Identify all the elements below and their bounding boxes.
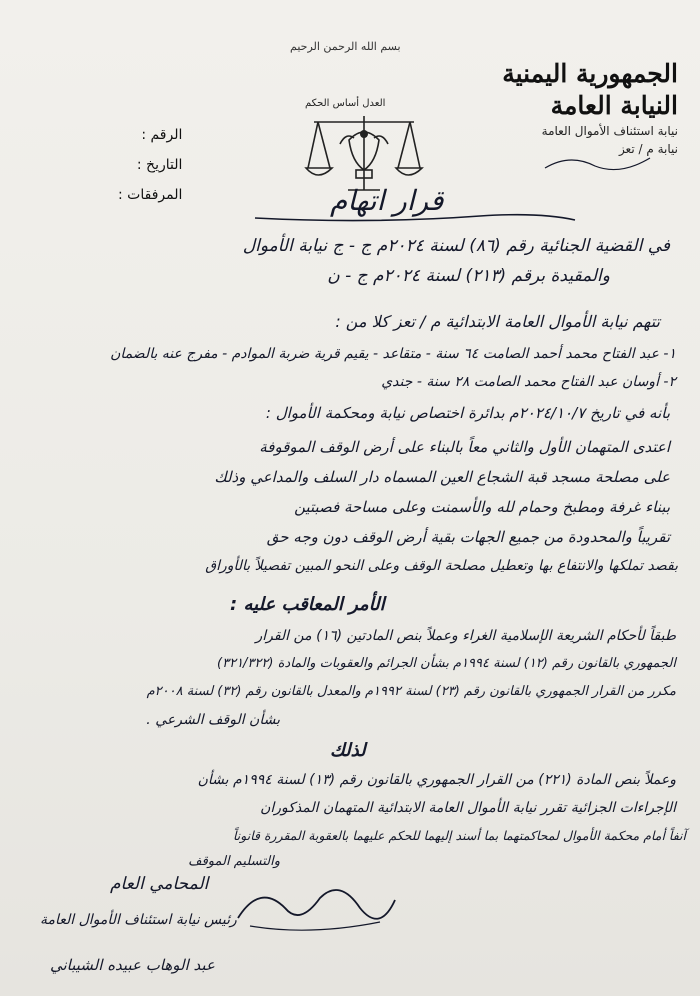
field-attachments: المرفقات : bbox=[118, 187, 183, 203]
penalty-line-3: مكرر من القرار الجمهوري بالقانون رقم (٢٣) لسنة ١٩٩٢م والمعدل بالقانون رقم (٣٢) لسنة ٢٠٠٨م bbox=[146, 684, 676, 699]
form-fields bbox=[118, 120, 182, 210]
body-line-1: اعتدى المتهمان الأول والثاني معاً بالبناء على أرض الوقف الموقوفة bbox=[259, 438, 670, 456]
sub-office-2: نيابة م / تعز bbox=[618, 142, 678, 156]
body-line-4: تقريباً والمحدودة من جميع الجهات بقية أرض الوقف دون وجه حق bbox=[266, 528, 670, 546]
signature-role: رئيس نيابة استئناف الأموال العامة bbox=[40, 912, 237, 928]
therefore-line-2: الإجراءات الجزائية تقرر نيابة الأموال العامة الابتدائية المتهمان المذكوران bbox=[260, 800, 676, 816]
body-line-3: ببناء غرفة ومطبخ وحمام لله والأسمنت وعلى مساحة فصبتين bbox=[294, 498, 670, 516]
signature-name: عبد الوهاب عبيده الشيباني bbox=[50, 956, 215, 974]
penalty-line-1: طبقاً لأحكام الشريعة الإسلامية الغراء وعملاً بنص المادتين (١٦) من القرار bbox=[255, 628, 676, 644]
basmala: بسم الله الرحمن الرحيم bbox=[290, 40, 401, 53]
body-line-2: على مصلحة مسجد قبة الشجاع العين المسماه دار السلف والمداعي وذلك bbox=[214, 468, 670, 486]
penalty-line-4: بشأن الوقف الشرعي . bbox=[146, 712, 280, 728]
penalty-heading: الأمر المعاقب عليه : bbox=[230, 594, 385, 615]
therefore-line-3: آنفاً أمام محكمة الأموال لمحاكمتهما بما أسند إليهما للحكم عليهما بالعقوبة المقررة قانوناً bbox=[233, 828, 686, 843]
header-scribble-icon bbox=[540, 148, 660, 178]
sub-office: نيابة استئناف الأموال العامة bbox=[541, 124, 678, 138]
therefore-line-4: والتسليم الموقف bbox=[188, 854, 280, 869]
signature-title: المحامي العام bbox=[110, 874, 209, 894]
accused-1: ١- عبد الفتاح محمد أحمد الصامت ٦٤ سنة - متقاعد - يقيم قرية ضربة الموادم - مفرج عنه بالضمان bbox=[110, 346, 676, 362]
motto: العدل أساس الحكم bbox=[305, 98, 386, 109]
case-line-1: في القضية الجنائية رقم (٨٦) لسنة ٢٠٢٤م ج - ج نيابة الأموال bbox=[242, 236, 670, 256]
therefore-heading: لذلك bbox=[330, 740, 366, 761]
country-name: الجمهورية اليمنية bbox=[502, 59, 678, 88]
document-title: قرار اتهام bbox=[330, 184, 444, 217]
intro-line: تتهم نيابة الأموال العامة الابتدائية م / تعز كلا من : bbox=[335, 312, 660, 331]
field-date: التاريخ : bbox=[136, 157, 183, 173]
signature-scribble-icon bbox=[230, 878, 400, 938]
body-line-5: بقصد تملكها والانتفاع بها وتعطيل مصلحة الوقف وعلى النحو المبين تفصيلاً بالأوراق bbox=[205, 558, 678, 574]
title-underline bbox=[250, 200, 580, 230]
penalty-line-2: الجمهوري بالقانون رقم (١٢) لسنة ١٩٩٤م بشأن الجرائم والعقوبات والمادة (٣٢١/٣٢٢) bbox=[217, 656, 676, 671]
therefore-line-1: وعملاً بنص المادة (٢٢١) من القرار الجمهوري بالقانون رقم (١٣) لسنة ١٩٩٤م بشأن bbox=[197, 772, 676, 788]
field-number: الرقم : bbox=[141, 127, 183, 143]
case-line-2: والمقيدة برقم (٢١٣) لسنة ٢٠٢٤م ج - ن bbox=[327, 266, 610, 286]
letterhead bbox=[502, 58, 678, 158]
accused-2: ٢- أوسان عبد الفتاح محمد الصامت ٢٨ سنة - جندي bbox=[381, 374, 676, 390]
office-name: النيابة العامة bbox=[550, 91, 678, 120]
charge-date-line: بأنه في تاريخ ٢٠٢٤/١٠/٧م بدائرة اختصاص نيابة ومحكمة الأموال : bbox=[265, 404, 670, 422]
